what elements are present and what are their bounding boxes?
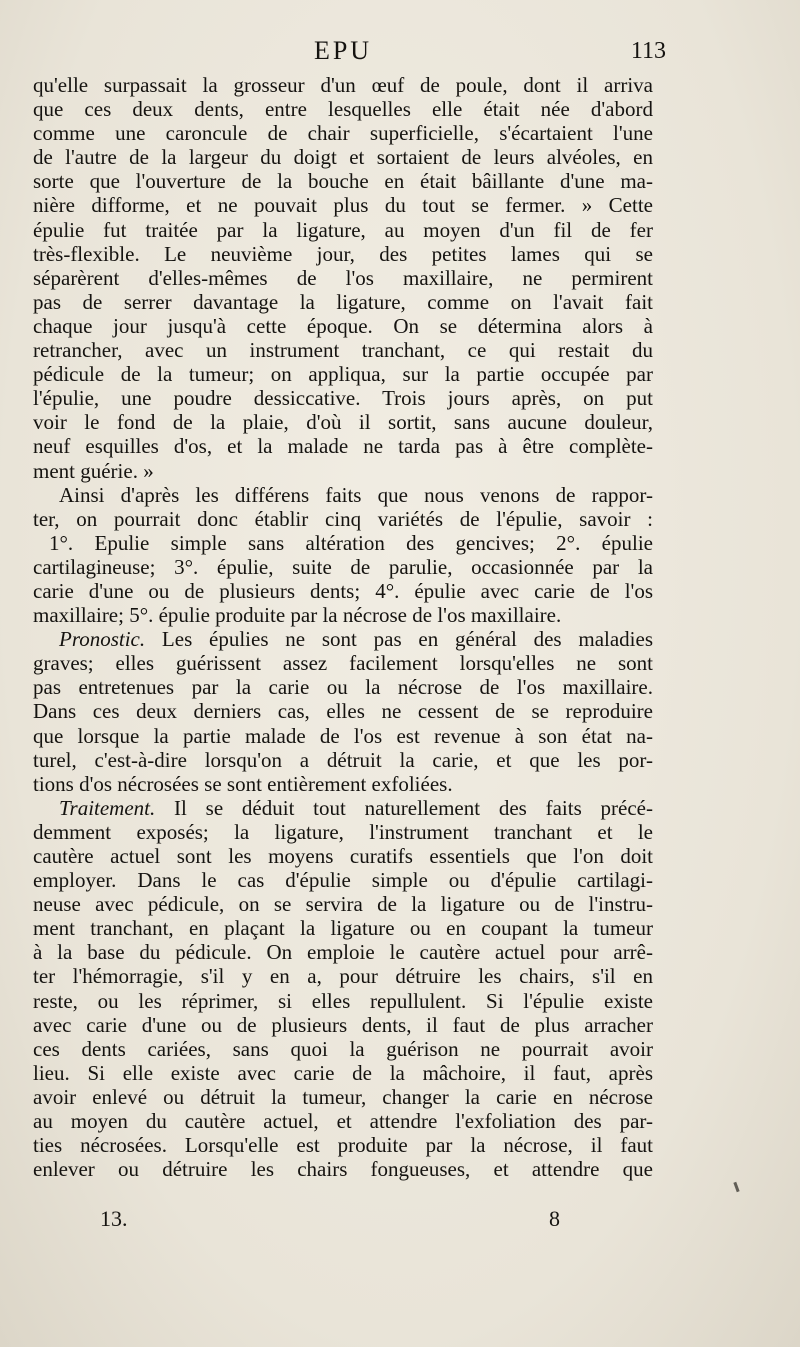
- text-line: retrancher, avec un instrument tranchant, ce qui restait du: [33, 338, 653, 363]
- paragraph-start-line: Traitement. Il se déduit tout naturellement des faits précé-: [59, 795, 653, 820]
- text-line: que lorsque la partie malade de l'os est revenue à son état na-: [33, 723, 653, 748]
- text-line: qu'elle surpassait la grosseur d'un œuf de poule, dont il arriva: [33, 73, 653, 97]
- text-line: Dans ces deux derniers cas, elles ne cessent de se reproduire: [33, 699, 653, 724]
- text-line: pas de serrer davantage la ligature, comme on l'avait fait: [33, 289, 653, 314]
- text-line: neuf esquilles d'os, et la malade ne tarda pas à être complète-: [33, 434, 653, 459]
- paragraph-start-line: Ainsi d'après les différens faits que nous venons de rappor-: [59, 482, 653, 507]
- text-line: employer. Dans le cas d'épulie simple ou d'épulie cartilagi-: [33, 868, 653, 893]
- text-line: pédicule de la tumeur; on appliqua, sur la partie occupée par: [33, 362, 653, 387]
- signature-mark: 13.: [100, 1206, 128, 1231]
- text-line: cartilagineuse; 3°. épulie, suite de parulie, occasionnée par la: [33, 554, 653, 579]
- page-number: 113: [630, 38, 666, 64]
- text-line: maxillaire; 5°. épulie produite par la nécrose de l'os maxillaire.: [33, 603, 562, 628]
- text-line: ces dents cariées, sans quoi la guérison ne pourrait avoir: [33, 1036, 653, 1061]
- text-line: très-flexible. Le neuvième jour, des petites lames qui se: [33, 241, 653, 266]
- text-line: séparèrent d'elles-mêmes de l'os maxillaire, ne permirent: [33, 265, 653, 290]
- text-line: à la base du pédicule. On emploie le cautère actuel pour arrê-: [33, 940, 653, 965]
- body-text: [33, 73, 653, 1181]
- paragraph-start-line: Pronostic. Les épulies ne sont pas en général des maladies: [59, 627, 653, 652]
- text-line: enlever ou détruire les chairs fongueuses, et attendre que: [33, 1157, 653, 1182]
- section-label: Pronostic.: [59, 627, 146, 652]
- text-line: turel, c'est-à-dire lorsqu'on a détruit la carie, et que les por-: [33, 747, 653, 772]
- text-line: lieu. Si elle existe avec carie de la mâchoire, il faut, après: [33, 1060, 653, 1085]
- text-line: carie d'une ou de plusieurs dents; 4°. épulie avec carie de l'os: [33, 578, 653, 603]
- text-line: sorte que l'ouverture de la bouche en était bâillante d'une ma-: [33, 169, 653, 194]
- text-line: comme une caroncule de chair superficielle, s'écartaient l'une: [33, 121, 653, 146]
- text-line: neuse avec pédicule, on se servira de la ligature ou de l'instru-: [33, 892, 653, 917]
- text-line: ter, on pourrait donc établir cinq variétés de l'épulie, savoir :: [33, 506, 653, 531]
- text-line: avoir enlevé ou détruit la tumeur, changer la carie en nécrose: [33, 1084, 653, 1109]
- text-line: que ces deux dents, entre lesquelles elle était née d'abord: [33, 97, 653, 122]
- text-line: l'épulie, une poudre dessiccative. Trois jours après, on put: [33, 386, 653, 411]
- text-line: épulie fut traitée par la ligature, au moyen d'un fil de fer: [33, 217, 653, 242]
- text-line: avec carie d'une ou de plusieurs dents, il faut de plus arracher: [33, 1012, 653, 1037]
- text-line: ment guérie. »: [33, 458, 154, 483]
- text-line: cautère actuel sont les moyens curatifs essentiels que l'on doit: [33, 844, 653, 868]
- sheet-number: 8: [549, 1206, 560, 1231]
- text-line: ment tranchant, en plaçant la ligature ou en coupant la tumeur: [33, 916, 653, 941]
- ink-speck: [733, 1182, 739, 1192]
- text-line: tions d'os nécrosées se sont entièrement exfoliées.: [33, 771, 453, 796]
- page-footer: [100, 1206, 560, 1236]
- text-line: reste, ou les réprimer, si elles repullulent. Si l'épulie existe: [33, 988, 653, 1013]
- text-line: graves; elles guérissent assez facilement lorsqu'elles ne sont: [33, 651, 653, 676]
- text-line: nière difforme, et ne pouvait plus du tout se fermer. » Cette: [33, 193, 653, 218]
- page-header: [28, 36, 666, 68]
- text-line: au moyen du cautère actuel, et attendre l'exfoliation des par-: [33, 1109, 653, 1134]
- text-line: 1°. Epulie simple sans altération des gencives; 2°. épulie: [49, 530, 653, 555]
- text-line: de l'autre de la largeur du doigt et sortaient de leurs alvéoles, en: [33, 145, 653, 170]
- text-line: pas entretenues par la carie ou la nécrose de l'os maxillaire.: [33, 675, 653, 700]
- text-line: ter l'hémorragie, s'il y en a, pour détruire les chairs, s'il en: [33, 964, 653, 989]
- text-line: ties nécrosées. Lorsqu'elle est produite par la nécrose, il faut: [33, 1133, 653, 1158]
- text-line: demment exposés; la ligature, l'instrument tranchant et le: [33, 819, 653, 844]
- running-head: EPU: [313, 36, 373, 65]
- text-line: chaque jour jusqu'à cette époque. On se détermina alors à: [33, 313, 653, 338]
- text-line: voir le fond de la plaie, d'où il sortit, sans aucune douleur,: [33, 410, 653, 435]
- section-label: Traitement.: [59, 795, 156, 820]
